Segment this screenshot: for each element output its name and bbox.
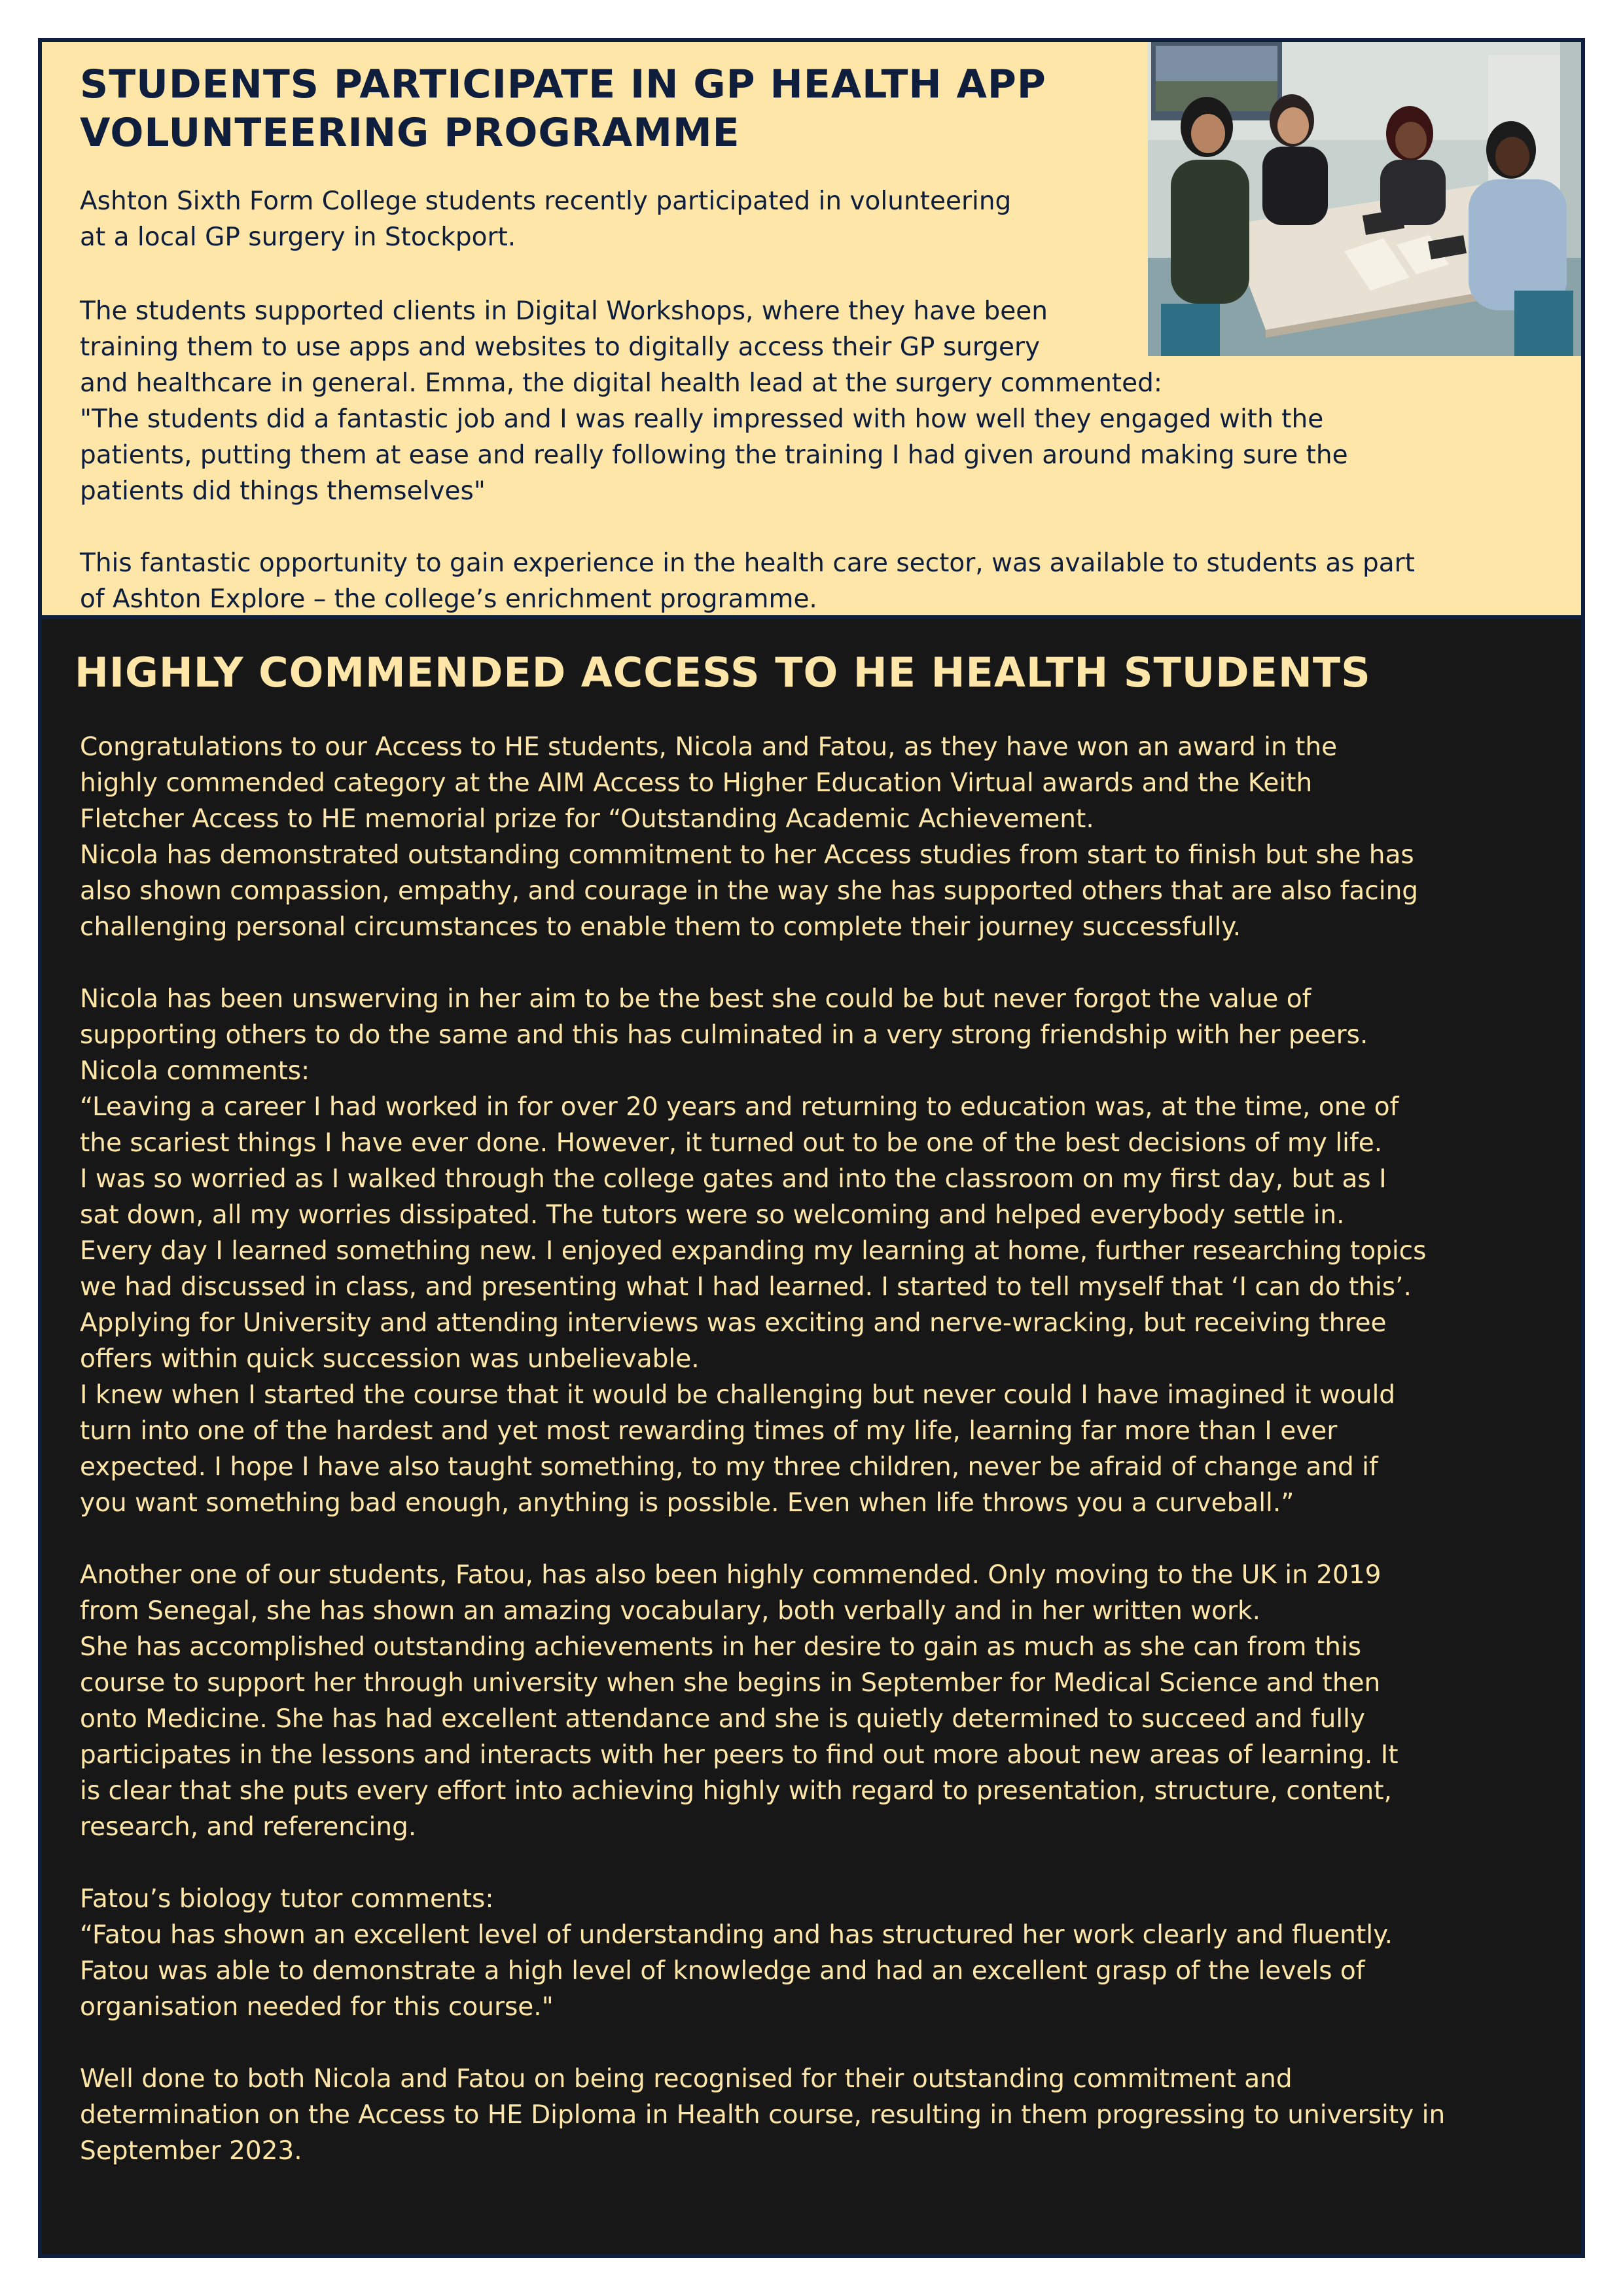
quote-line: Every day I learned something new. I enjoyed expanding my learning at home, further researching topics [80,1236,1427,1266]
paragraph-gap [80,1845,1559,1881]
text-line: training them to use apps and websites to digitally access their GP surgery [80,332,1041,362]
text-line: September 2023. [80,2136,302,2166]
quote-line: you want something bad enough, anything is possible. Even when life throws you a curveball.” [80,1488,1294,1518]
article-gp-volunteering [42,42,1581,619]
article-intro [80,183,1166,255]
text-line: at a local GP surgery in Stockport. [80,223,516,252]
text-line: Nicola has demonstrated outstanding commitment to her Access studies from start to finish but she has [80,840,1414,870]
quote-line: we had discussed in class, and presenting what I had learned. I started to tell myself that ‘I can do this’. [80,1272,1412,1302]
article-title-line: VOLUNTEERING PROGRAMME [80,110,740,156]
quote-line: I was so worried as I walked through the college gates and into the classroom on my first day, but as I [80,1164,1387,1194]
quote-line: organisation needed for this course." [80,1992,554,2022]
text-line: Fatou’s biology tutor comments: [80,1884,494,1914]
text-line: supporting others to do the same and this has culminated in a very strong friendship with her peers. [80,1020,1368,1050]
newsletter-page [38,38,1585,2258]
text-line: is clear that she puts every effort into achieving highly with regard to presentation, structure, content, [80,1776,1392,1806]
quote-line: Applying for University and attending interviews was exciting and nerve-wracking, but receiving three [80,1308,1387,1338]
quote-line: patients, putting them at ease and really following the training I had given around making sure the [80,440,1348,470]
text-line: The students supported clients in Digital Workshops, where they have been [80,296,1048,326]
quote-line: “Leaving a career I had worked in for over 20 years and returning to education was, at the time, one of [80,1092,1399,1122]
quote-line: offers within quick succession was unbelievable. [80,1344,700,1374]
text-line: participates in the lessons and interacts with her peers to find out more about new areas of learning. It [80,1740,1399,1770]
text-line: highly commended category at the AIM Access to Higher Education Virtual awards and the Keith [80,768,1313,798]
quote-line: sat down, all my worries dissipated. The tutors were so welcoming and helped everybody settle in. [80,1200,1345,1230]
paragraph-gap [80,1521,1559,1557]
text-line: She has accomplished outstanding achievements in her desire to gain as much as she can from this [80,1632,1362,1662]
text-line: Well done to both Nicola and Fatou on being recognised for their outstanding commitment and [80,2064,1293,2094]
text-line: Ashton Sixth Form College students recently participated in volunteering [80,187,1012,216]
text-line: from Senegal, she has shown an amazing vocabulary, both verbally and in her written work. [80,1596,1260,1626]
text-line: research, and referencing. [80,1812,417,1842]
quote-line: I knew when I started the course that it would be challenging but never could I have imagined it would [80,1380,1396,1410]
article-title-line: STUDENTS PARTICIPATE IN GP HEALTH APP [80,62,1046,107]
text-line: Congratulations to our Access to HE students, Nicola and Fatou, as they have won an award in the [80,732,1338,762]
text-line: of Ashton Explore – the college’s enrichment programme. [80,584,817,614]
text-line: Nicola has been unswerving in her aim to be the best she could be but never forgot the value of [80,984,1311,1014]
quote-line: Fatou was able to demonstrate a high level of knowledge and had an excellent grasp of the levels of [80,1956,1365,1986]
article-access-he-body [80,729,1559,2169]
quote-line: expected. I hope I have also taught something, to my three children, never be afraid of change and if [80,1452,1378,1482]
quote-line: patients did things themselves" [80,476,486,506]
quote-line: the scariest things I have ever done. However, it turned out to be one of the best decisions of my life. [80,1128,1383,1158]
text-line: also shown compassion, empathy, and courage in the way she has supported others that are also facing [80,876,1419,906]
text-line: and healthcare in general. Emma, the digital health lead at the surgery commented: [80,368,1162,398]
text-line: challenging personal circumstances to enable them to complete their journey successfully. [80,912,1241,942]
text-line: onto Medicine. She has had excellent attendance and she is quietly determined to succeed and fully [80,1704,1366,1734]
text-line: Another one of our students, Fatou, has also been highly commended. Only moving to the UK in 2019 [80,1560,1382,1590]
paragraph-gap [80,945,1559,981]
quote-line: "The students did a fantastic job and I was really impressed with how well they engaged with the [80,404,1324,434]
article-title: HIGHLY COMMENDED ACCESS TO HE HEALTH STUDENTS [75,649,1371,696]
paragraph-gap [80,509,1546,545]
students-photo [1148,42,1581,356]
quote-line: “Fatou has shown an excellent level of understanding and has structured her work clearly and fluently. [80,1920,1393,1950]
text-line: Nicola comments: [80,1056,310,1086]
paragraph-gap [80,2025,1559,2061]
text-line: course to support her through university when she begins in September for Medical Science and then [80,1668,1381,1698]
quote-line: turn into one of the hardest and yet most rewarding times of my life, learning far more than I ever [80,1416,1338,1446]
article-title [80,60,1140,157]
text-line: Fletcher Access to HE memorial prize for “Outstanding Academic Achievement. [80,804,1094,834]
text-line: This fantastic opportunity to gain experience in the health care sector, was available to students as part [80,548,1415,578]
text-line: determination on the Access to HE Diploma in Health course, resulting in them progressing to university in [80,2100,1446,2130]
